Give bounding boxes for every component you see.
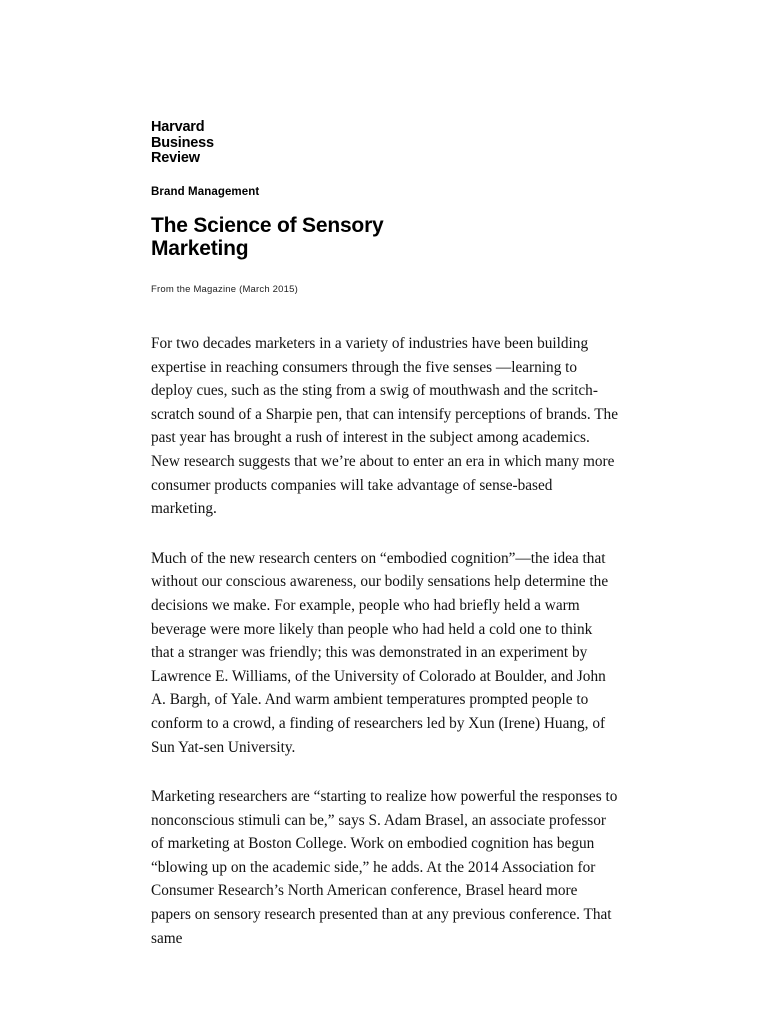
paragraph: Much of the new research centers on “embodied cognition”—the idea that without our conscious awareness, our bodily sensations help determine the decisions we make. For example, people who had briefly held a warm beverage were more likely than people who had held a cold one to think that a stranger was friendly; this was demonstrated in an experiment by Lawrence E. Williams, of the University of Colorado at Boulder, and John A. Bargh, of Yale. And warm ambient temperatures prompted people to conform to a crowd, a finding of researchers led by Xun (Irene) Huang, of Sun Yat-sen University. xyxy=(151,549,609,756)
logo-line-1: Harvard xyxy=(151,119,205,135)
article-body xyxy=(151,332,619,976)
paragraph: For two decades marketers in a variety of industries have been building expertise in reaching consumers through the five senses —learning to deploy cues, such as the sting from a swig of mouthwash and the scritch-scratch sound of a Sharpie pen, that can intensify perceptions of brands. The past year has brought a rush of interest in the subject among academics. New research suggests that we’re about to enter an era in which many more consumer products companies will take advantage of sense-based marketing. xyxy=(151,335,618,518)
logo-line-2: Business xyxy=(151,134,214,151)
section-link[interactable]: Brand Management xyxy=(151,186,260,198)
hbr-logo[interactable] xyxy=(151,120,214,167)
logo-line-3: Review xyxy=(151,150,200,166)
publication-info: From the Magazine (March 2015) xyxy=(151,284,298,295)
paragraph: Marketing researchers are “starting to realize how powerful the responses to nonconscious stimuli can be,” says S. Adam Brasel, an associate professor of marketing at Boston College. Work on embodied cognition has begun “blowing up on the academic side,” he adds. At the 2014 Association for Consumer Research’s North American conference, Brasel heard more papers on sensory research presented than at any previous conference. That same xyxy=(151,788,618,947)
article-title: The Science of Sensory Marketing xyxy=(151,214,384,260)
